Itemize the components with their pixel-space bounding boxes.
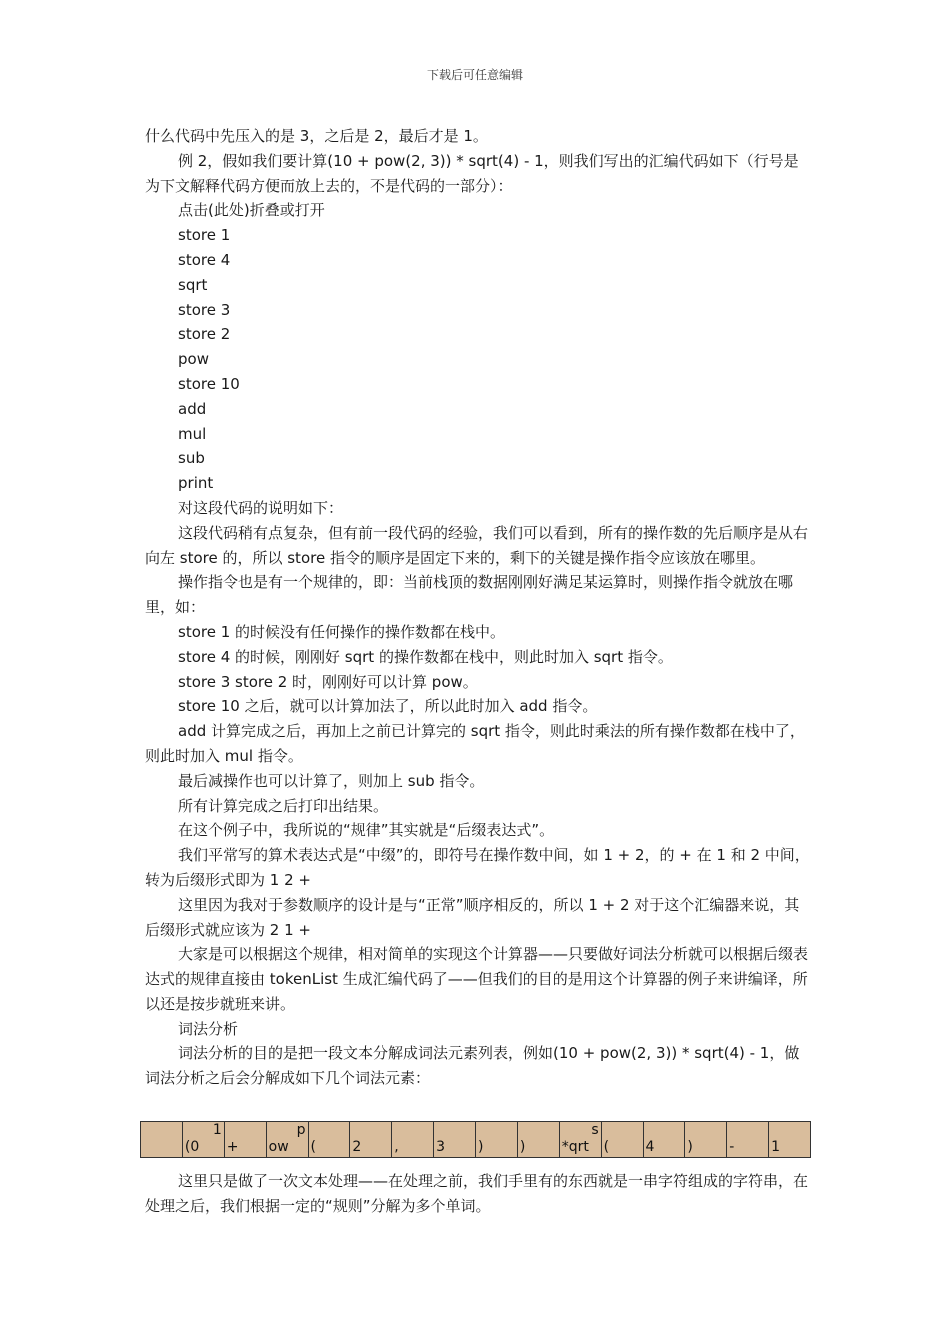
token-cell [392, 1122, 434, 1157]
paragraph: add 计算完成之后，再加上之前已计算完的 sqrt 指令，则此时乘法的所有操作数都在栈中了，则此时加入 mul 指令。 [145, 722, 805, 765]
token-cell [560, 1122, 602, 1157]
token-cell [434, 1122, 476, 1157]
paragraph: 什么代码中先压入的是 3，之后是 2，最后才是 1。 [145, 127, 488, 145]
token-text: - [729, 1139, 735, 1155]
token-cell [350, 1122, 392, 1157]
token-text-top: s [591, 1122, 599, 1138]
paragraph: 所有计算完成之后打印出结果。 [178, 796, 389, 815]
paragraph: 例 2，假如我们要计算(10 + pow(2, 3)) * sqrt(4) - 1，则我们写出的汇编代码如下（行号是为下文解释代码方便而放上去的，不是代码的一部分）： [145, 151, 799, 195]
paragraph: 操作指令也是有一个规律的，即：当前栈顶的数据刚刚好满足某运算时，则操作指令就放在哪里，如： [145, 573, 794, 617]
token-cell [267, 1122, 309, 1157]
token-cell [141, 1122, 183, 1157]
paragraph: 大家是可以根据这个规律，相对简单的实现这个计算器——只要做好词法分析就可以根据后缀表达式的规律直接由 tokenList 生成汇编代码了——但我们的目的是用这个计算器的例子来讲编译，所以还是按步就班来讲。 [145, 945, 809, 1013]
page-header: 下载后可任意编辑 [426, 68, 523, 82]
document-body-continued [145, 1169, 810, 1219]
token-text: *qrt [561, 1139, 589, 1155]
paragraph: 对这段代码的说明如下： [178, 498, 344, 517]
document-body [145, 124, 810, 1091]
paragraph: 词法分析的目的是把一段文本分解成词法元素列表，例如(10 + pow(2, 3)) * sqrt(4) - 1，做词法分析之后会分解成如下几个词法元素： [145, 1044, 800, 1088]
token-cell [727, 1122, 769, 1157]
paragraph: mul [178, 424, 207, 443]
paragraph: print [178, 474, 214, 493]
token-cell [685, 1122, 727, 1157]
paragraph: store 1 [178, 226, 231, 245]
token-cell [518, 1122, 560, 1157]
paragraph: add [178, 399, 207, 418]
token-cell [602, 1122, 644, 1157]
token-text: ( [310, 1139, 316, 1155]
paragraph: 这段代码稍有点复杂，但有前一段代码的经验，我们可以看到，所有的操作数的先后顺序是从右向左 store 的，所以 store 指令的顺序是固定下来的，剩下的关键是操作指令应该放在哪里。 [145, 523, 809, 567]
paragraph: sub [178, 449, 205, 468]
token-text: 2 [352, 1139, 362, 1155]
paragraph: store 4 [178, 250, 231, 269]
paragraph: store 3 [178, 300, 231, 319]
token-table [140, 1121, 811, 1158]
token-text: ( [603, 1139, 610, 1155]
paragraph: store 10 [178, 374, 240, 393]
token-text: ) [478, 1139, 484, 1155]
paragraph: store 2 [178, 325, 231, 344]
paragraph: pow [178, 350, 209, 369]
token-cell [309, 1122, 351, 1157]
paragraph: 在这个例子中，我所说的“规律”其实就是“后缀表达式”。 [178, 821, 555, 840]
token-text: 4 [645, 1139, 655, 1155]
paragraph: sqrt [178, 275, 208, 294]
token-cell [476, 1122, 518, 1157]
token-cell [644, 1122, 686, 1157]
paragraph: 这里只是做了一次文本处理——在处理之前，我们手里有的东西就是一串字符组成的字符串，在处理之后，我们根据一定的“规则”分解为多个单词。 [145, 1172, 809, 1215]
paragraph: 点击(此处)折叠或打开 [178, 201, 325, 220]
token-text: ) [519, 1139, 526, 1155]
token-text: 1 [771, 1139, 781, 1155]
token-text: , [394, 1139, 399, 1155]
paragraph: store 1 的时候没有任何操作的操作数都在栈中。 [178, 622, 506, 641]
paragraph: 这里因为我对于参数顺序的设计是与“正常”顺序相反的，所以 1 + 2 对于这个汇编器来说，其后缀形式就应该为 2 1 + [145, 895, 800, 939]
paragraph: 我们平常写的算术表达式是“中缀”的，即符号在操作数中间，如 1 + 2，的 + 在 1 和 2 中间，转为后缀形式即为 1 2 + [145, 846, 810, 889]
token-text: 3 [436, 1139, 446, 1155]
token-cell [225, 1122, 267, 1157]
paragraph: store 3 store 2 时，刚刚好可以计算 pow。 [178, 672, 478, 691]
paragraph: 词法分析 [178, 1019, 239, 1038]
token-text-top: 1 [212, 1122, 222, 1138]
paragraph: 最后减操作也可以计算了，则加上 sub 指令。 [178, 771, 485, 790]
token-text: (0 [184, 1139, 200, 1155]
paragraph: store 4 的时候，刚刚好 sqrt 的操作数都在栈中，则此时加入 sqrt 指令。 [178, 647, 673, 666]
token-text: + [226, 1139, 239, 1155]
token-text-top: p [296, 1122, 306, 1138]
paragraph: store 10 之后，就可以计算加法了，所以此时加入 add 指令。 [178, 697, 598, 716]
token-cell [183, 1122, 225, 1157]
token-text: ow [268, 1139, 289, 1155]
token-cell [769, 1122, 810, 1157]
token-text: ) [687, 1139, 693, 1155]
